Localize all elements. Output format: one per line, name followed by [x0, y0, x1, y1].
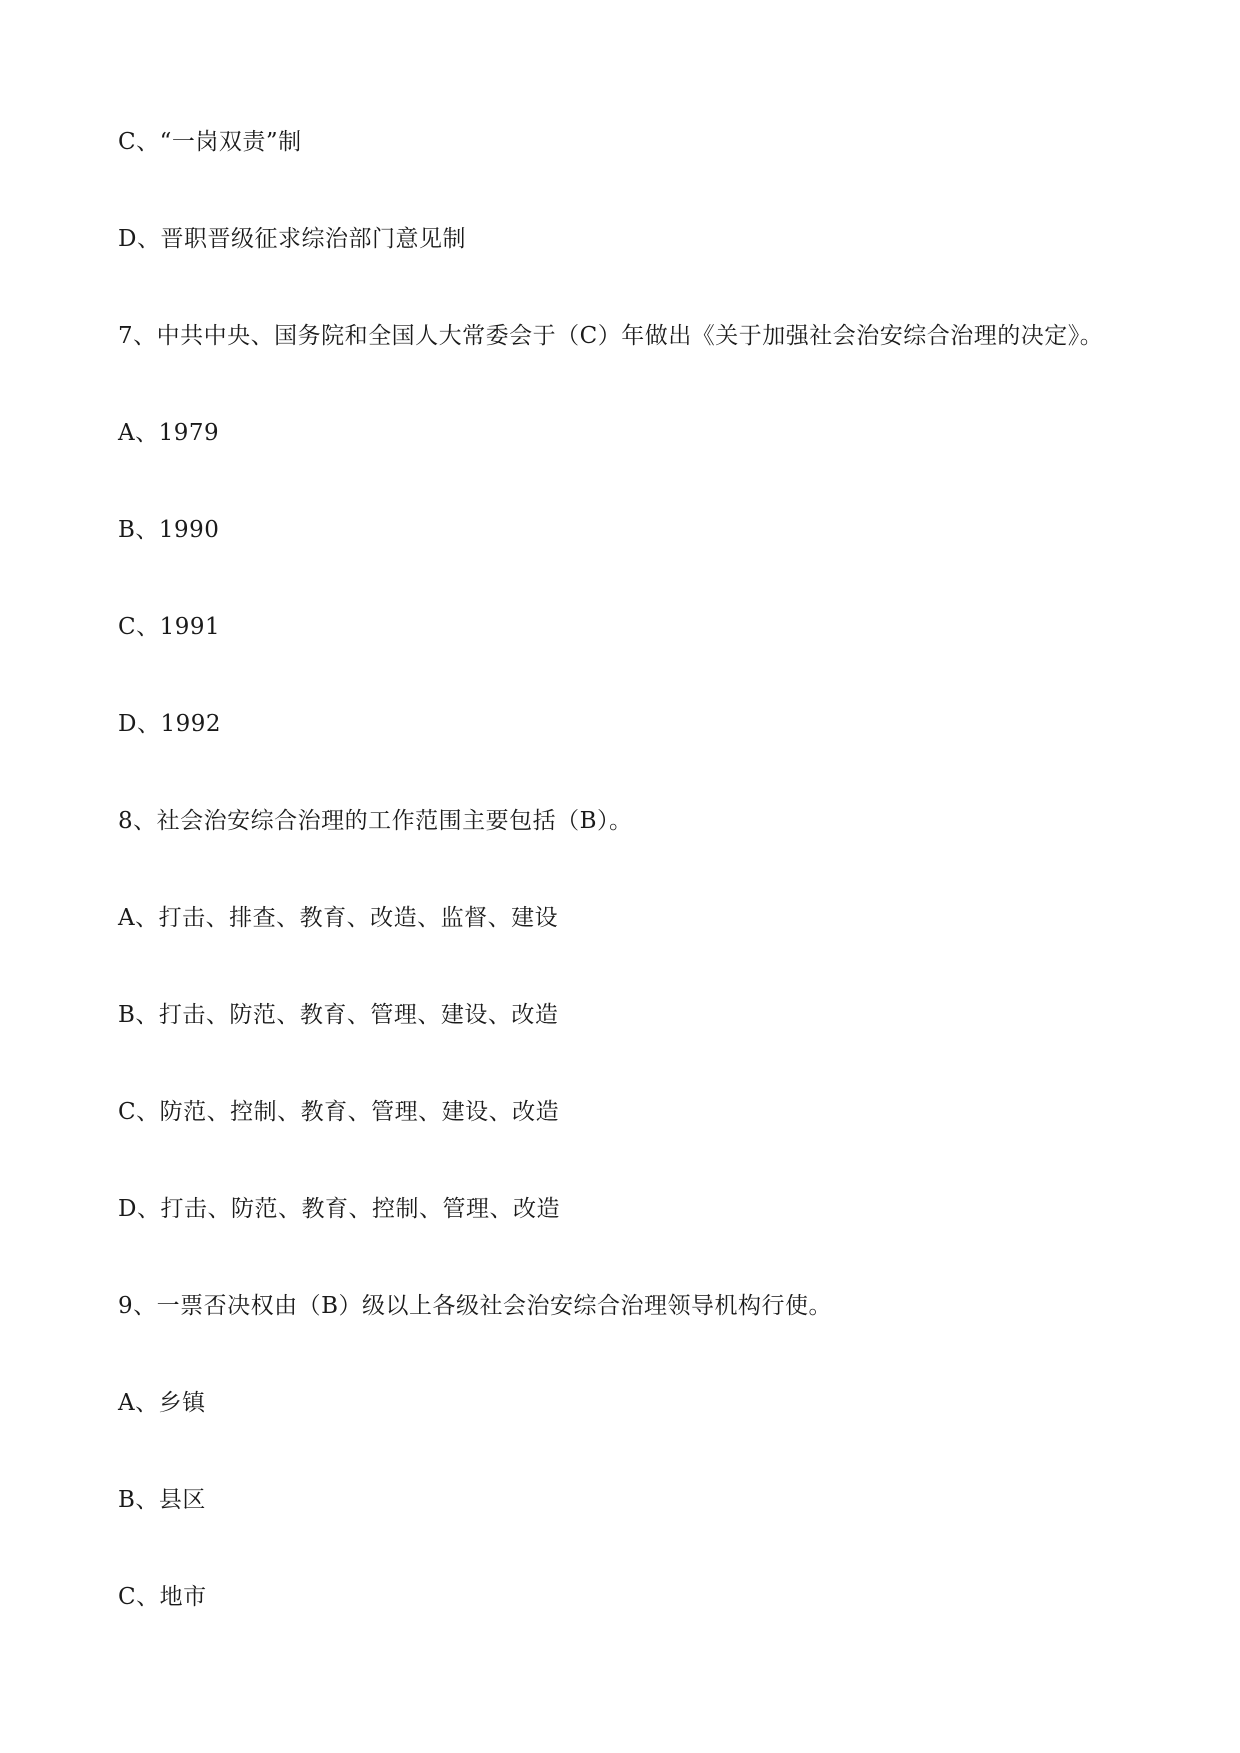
option-a-q8: A、打击、排查、教育、改造、监督、建设 [118, 905, 559, 931]
option-c-q9: C、地市 [118, 1584, 207, 1610]
option-a-q9: A、乡镇 [118, 1390, 206, 1416]
option-c-q7: C、1991 [118, 614, 221, 640]
option-b-q9: B、县区 [118, 1487, 206, 1513]
option-b-q7: B、1990 [118, 517, 220, 543]
option-a-q7: A、1979 [118, 420, 220, 446]
option-c-q8: C、防范、控制、教育、管理、建设、改造 [118, 1099, 560, 1125]
question-9: 9、一票否决权由（B）级以上各级社会治安综合治理领导机构行使。 [118, 1293, 833, 1319]
option-c-q6: C、“一岗双责”制 [118, 129, 302, 155]
option-d-q7: D、1992 [118, 711, 221, 737]
question-8: 8、社会治安综合治理的工作范围主要包括（B）。 [118, 808, 633, 834]
option-d-q8: D、打击、防范、教育、控制、管理、改造 [118, 1196, 560, 1222]
option-d-q6: D、晋职晋级征求综治部门意见制 [118, 226, 466, 252]
option-b-q8: B、打击、防范、教育、管理、建设、改造 [118, 1002, 559, 1028]
question-7: 7、中共中央、国务院和全国人大常委会于（C）年做出《关于加强社会治安综合治理的决定》。 [118, 323, 1104, 349]
